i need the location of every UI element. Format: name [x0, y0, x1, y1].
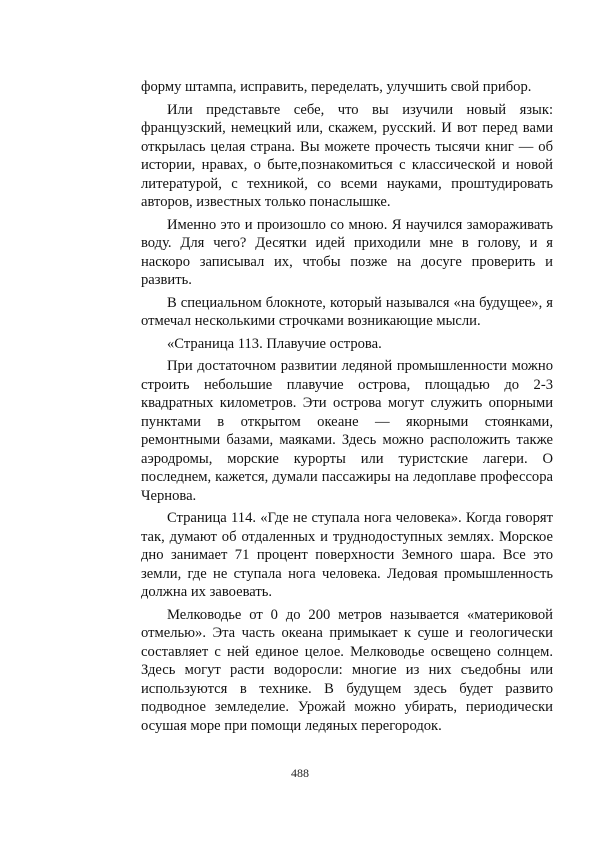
paragraph-7: Страница 114. «Где не ступала нога человека». Когда говорят так, думают об отдаленных и труднодоступных землях. Морское дно занимает 71 процент поверхности Земного шара. Все это земли, где не ступала нога человека. Ледовая промышленность должна их завоевать.	[141, 510, 553, 600]
paragraph-5: «Страница 113. Плавучие острова.	[167, 335, 382, 352]
paragraph-3: Именно это и произошло со мною. Я научился замораживать воду. Для чего? Десятки идей приходили мне в голову, и я наскоро записывал их, чтобы позже на досуге проверить и развить.	[141, 216, 553, 288]
paragraph-2: Или представьте себе, что вы изучили новый язык: французский, немецкий или, скажем, русский. И вот перед вами открылась целая страна. Вы можете прочесть тысячи книг — об истории, нравах, о быте,познакомиться с классической и новой литературой, с техникой, со всеми науками, проштудировать авторов, известных только понаслышке.	[141, 101, 553, 210]
paragraph-1: форму штампа, исправить, переделать, улучшить свой прибор.	[141, 79, 532, 95]
paragraph-6: При достаточном развитии ледяной промышленности можно строить небольшие плавучие острова, площадью до 2-3 квадратных километров. Эти острова могут служить опорными пунктами в открытом океане — якорными стоянками, ремонтными базами, маяками. Здесь можно расположить также аэродромы, морские курорты или туристские лагери. О последнем, кажется, думали пассажиры на ледоплаве профессора Чернова.	[141, 358, 553, 504]
body-text	[141, 78, 553, 739]
paragraph-8: Мелководье от 0 до 200 метров называется «материковой отмелью». Эта часть океана примыкает к суше и геологически составляет с ней единое целое. Мелководье освещено солнцем. Здесь могут расти водоросли: многие из них съедобны или используются в технике. В будущем здесь будет развито подводное земледелие. Урожай можно убирать, периодически осушая море при помощи ледяных перегородок.	[141, 606, 553, 734]
paragraph-4: В специальном блокноте, который назывался «на будущее», я отмечал несколькими строчками возникающие мысли.	[141, 294, 553, 329]
page-number: 488	[291, 766, 309, 780]
